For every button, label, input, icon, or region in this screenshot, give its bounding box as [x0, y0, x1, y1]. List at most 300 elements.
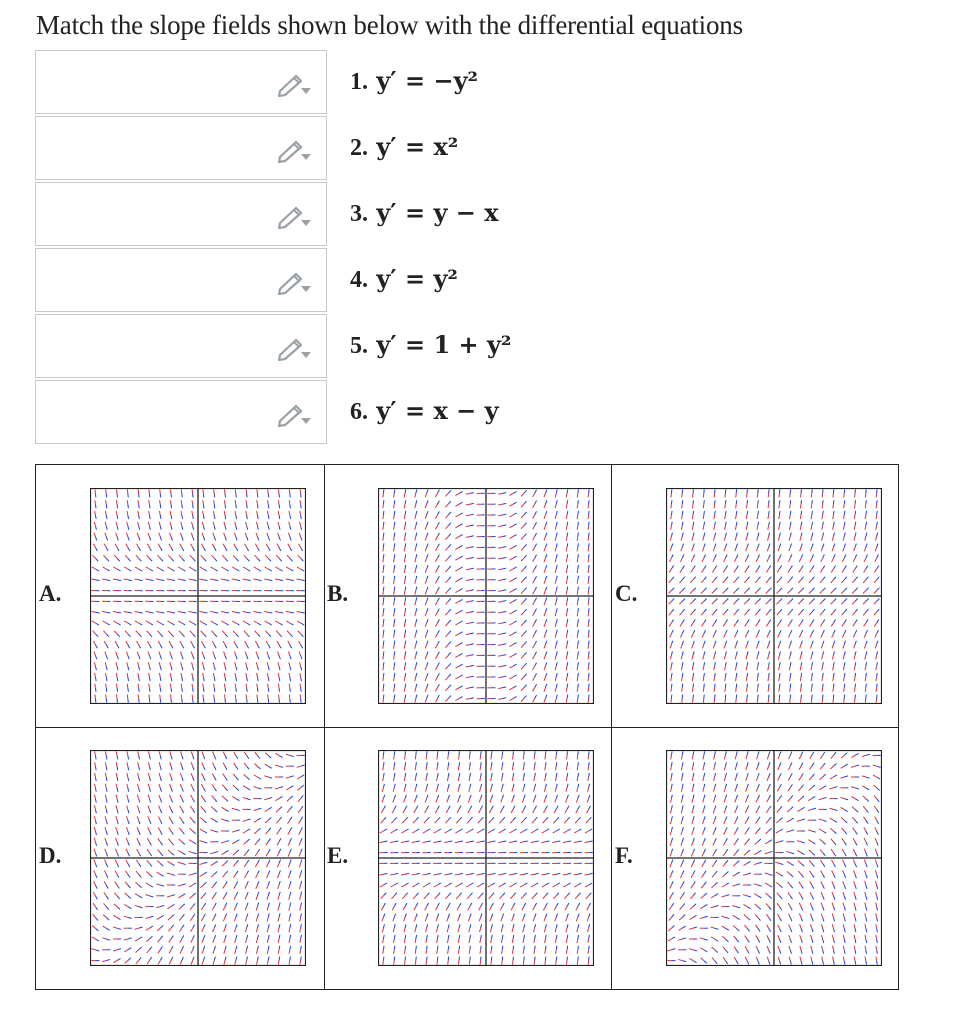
slope-segment: [682, 816, 683, 820]
slope-segment: [812, 511, 813, 515]
slope-segment: [255, 863, 257, 867]
slope-segment: [693, 500, 694, 504]
slope-segment: [533, 809, 535, 813]
slope-segment: [833, 752, 836, 755]
slope-segment: [833, 620, 835, 623]
slope-segment: [509, 885, 513, 887]
slope-segment: [246, 684, 247, 688]
slope-segment: [128, 558, 131, 561]
slope-segment: [524, 762, 525, 766]
slope-segment: [147, 555, 150, 558]
slope-segment: [498, 580, 502, 581]
slope-segment: [268, 677, 269, 681]
slope-segment: [193, 493, 194, 497]
slope-segment: [682, 500, 683, 504]
slope-segment: [578, 587, 579, 591]
slope-segment: [790, 554, 792, 558]
slope-segment: [745, 634, 747, 638]
slope-segment: [682, 598, 685, 601]
slope-segment: [491, 873, 495, 874]
slope-segment: [877, 554, 879, 558]
slope-segment: [777, 569, 779, 572]
slope-segment: [470, 547, 474, 548]
slope-segment: [178, 621, 182, 623]
slope-segment: [588, 755, 589, 759]
slope-segment: [106, 928, 110, 930]
slope-segment: [535, 598, 537, 602]
slope-segment: [159, 522, 160, 526]
slope-segment: [855, 577, 858, 580]
slope-segment: [566, 917, 567, 921]
pencil-dropdown-icon[interactable]: [274, 71, 316, 97]
slope-segment: [117, 907, 120, 910]
slope-segment: [509, 601, 513, 603]
slope-segment: [277, 641, 279, 645]
slope-segment: [865, 881, 866, 885]
slope-segment: [491, 946, 492, 950]
slope-segment: [171, 853, 174, 856]
slope-segment: [855, 820, 858, 823]
slope-segment: [747, 896, 751, 897]
slope-segment: [701, 958, 704, 961]
slope-segment: [491, 935, 492, 939]
slope-segment: [875, 838, 877, 842]
slope-segment: [225, 655, 226, 659]
slope-segment: [203, 842, 207, 843]
slope-segment: [160, 634, 163, 637]
slope-segment: [116, 773, 117, 777]
slope-segment: [588, 655, 589, 659]
slope-segment: [394, 543, 395, 547]
slope-segment: [182, 526, 183, 530]
slope-segment: [736, 872, 740, 874]
slope-segment: [567, 597, 568, 601]
slope-segment: [383, 601, 384, 605]
slope-segment: [244, 752, 246, 755]
slope-segment: [556, 795, 557, 799]
slope-segment: [95, 917, 98, 920]
slope-segment: [693, 751, 694, 755]
slope-segment: [102, 961, 106, 962]
slope-segment: [521, 591, 524, 594]
answer-box-2[interactable]: [35, 116, 327, 180]
slope-segment: [779, 662, 780, 666]
slope-segment: [125, 631, 128, 634]
answer-box-5[interactable]: [35, 314, 327, 378]
slope-segment: [681, 655, 682, 659]
slope-segment: [555, 799, 556, 803]
slope-segment: [855, 641, 856, 645]
slope-segment: [189, 840, 193, 842]
slope-segment: [171, 936, 173, 939]
slope-segment: [555, 928, 556, 932]
slope-segment: [298, 631, 301, 634]
slope-segment: [139, 677, 140, 681]
slope-segment: [567, 576, 568, 580]
slope-segment: [448, 762, 449, 766]
slope-segment: [690, 907, 693, 910]
slope-segment: [298, 809, 300, 812]
slope-segment: [236, 580, 240, 581]
slope-segment: [671, 805, 672, 809]
slope-segment: [704, 773, 705, 777]
slope-segment: [498, 537, 502, 538]
slope-segment: [257, 645, 259, 649]
slope-segment: [736, 907, 740, 908]
slope-segment: [466, 591, 470, 592]
slope-segment: [128, 958, 131, 961]
pencil-dropdown-icon[interactable]: [274, 269, 316, 295]
slope-segment: [545, 598, 546, 602]
slope-segment: [577, 591, 578, 595]
slope-segment: [459, 643, 463, 645]
slope-segment: [877, 641, 878, 645]
slope-segment: [555, 666, 556, 670]
slope-segment: [394, 873, 398, 874]
slope-segment: [225, 623, 229, 625]
slope-segment: [427, 522, 428, 526]
slope-segment: [766, 893, 769, 896]
slope-segment: [502, 547, 506, 548]
slope-segment: [574, 885, 578, 887]
slope-segment: [715, 860, 717, 863]
slope-segment: [501, 917, 502, 921]
slope-segment: [702, 645, 703, 649]
slope-segment: [170, 533, 171, 537]
slope-segment: [179, 631, 182, 634]
slope-segment: [437, 924, 438, 928]
slope-segment: [545, 695, 546, 699]
answer-box-6[interactable]: [35, 380, 327, 444]
slope-segment: [679, 928, 683, 930]
slope-segment: [724, 755, 725, 759]
slope-segment: [95, 885, 97, 889]
slope-segment: [534, 788, 535, 792]
slope-segment: [567, 751, 568, 755]
slope-segment: [854, 677, 855, 681]
slope-segment: [278, 652, 279, 656]
slope-segment: [404, 688, 405, 692]
pencil-dropdown-icon[interactable]: [274, 335, 316, 361]
slope-segment: [822, 655, 823, 659]
slope-segment: [278, 961, 279, 965]
slope-segment: [171, 623, 175, 625]
slope-segment: [704, 939, 708, 940]
slope-segment: [556, 684, 557, 688]
slope-segment: [156, 611, 160, 612]
slope-segment: [448, 696, 451, 699]
slope-segment: [427, 946, 428, 950]
slope-segment: [221, 567, 225, 569]
slope-segment: [290, 558, 293, 561]
slope-segment: [545, 755, 546, 759]
slope-segment: [812, 684, 813, 688]
slope-segment: [844, 874, 846, 878]
slope-segment: [236, 840, 240, 842]
slope-segment: [279, 838, 281, 842]
slope-segment: [247, 504, 248, 508]
slope-segment: [117, 558, 120, 561]
slope-segment: [865, 537, 866, 541]
slope-segment: [501, 939, 502, 943]
slope-segment: [445, 504, 448, 507]
slope-segment: [288, 544, 290, 548]
slope-segment: [210, 579, 214, 580]
slope-segment: [160, 558, 163, 561]
slope-segment: [535, 873, 539, 874]
slope-segment: [427, 565, 428, 569]
slope-segment: [214, 871, 217, 874]
slope-segment: [257, 511, 258, 515]
slope-segment: [180, 795, 182, 799]
slope-segment: [777, 580, 780, 583]
slope-segment: [812, 544, 813, 548]
slope-segment: [267, 533, 268, 537]
slope-segment: [286, 788, 290, 790]
slope-segment: [286, 621, 290, 623]
slope-segment: [437, 873, 441, 874]
slope-segment: [498, 515, 502, 516]
slope-segment: [491, 817, 494, 820]
slope-segment: [170, 673, 171, 677]
slope-segment: [394, 914, 395, 918]
slope-segment: [523, 939, 524, 943]
slope-segment: [455, 666, 459, 668]
slope-segment: [533, 645, 535, 649]
slope-segment: [437, 841, 441, 842]
slope-segment: [775, 842, 779, 843]
slope-segment: [800, 547, 801, 551]
slope-segment: [470, 687, 474, 688]
slope-segment: [678, 959, 682, 960]
slope-segment: [498, 666, 502, 667]
slope-segment: [544, 928, 545, 932]
slope-segment: [225, 766, 227, 770]
slope-segment: [747, 684, 748, 688]
slope-segment: [567, 762, 568, 766]
slope-segment: [168, 631, 171, 634]
slope-segment: [808, 840, 812, 842]
slope-segment: [268, 766, 272, 768]
slope-segment: [456, 820, 459, 823]
slope-segment: [459, 599, 463, 601]
slope-segment: [809, 601, 812, 604]
pencil-dropdown-icon[interactable]: [274, 203, 316, 229]
slope-segment: [459, 946, 460, 950]
slope-segment: [690, 896, 693, 899]
slope-segment: [555, 623, 556, 627]
slope-segment: [556, 914, 557, 918]
slope-segment: [524, 652, 527, 655]
slope-segment: [498, 493, 502, 494]
slope-segment: [104, 870, 106, 874]
slope-segment: [470, 665, 474, 666]
slope-segment: [301, 580, 305, 581]
slope-segment: [139, 580, 143, 581]
slope-segment: [191, 795, 193, 799]
slope-segment: [267, 896, 268, 900]
slope-segment: [139, 777, 140, 781]
slope-segment: [126, 849, 128, 853]
slope-segment: [671, 577, 674, 580]
slope-segment: [92, 621, 96, 623]
slope-segment: [171, 766, 172, 770]
slope-segment: [481, 873, 485, 874]
slope-segment: [768, 515, 769, 519]
slope-segment: [823, 641, 824, 645]
slope-segment: [556, 565, 557, 569]
slope-segment: [214, 515, 215, 519]
slope-segment: [566, 928, 567, 932]
slope-segment: [279, 493, 280, 497]
slope-segment: [180, 544, 182, 548]
slope-segment: [682, 903, 685, 906]
slope-segment: [405, 684, 406, 688]
slope-segment: [533, 580, 535, 584]
slope-segment: [866, 630, 868, 634]
slope-segment: [268, 500, 269, 504]
slope-segment: [577, 961, 578, 965]
slope-segment: [700, 938, 704, 939]
slope-segment: [823, 774, 826, 777]
slope-segment: [671, 609, 674, 612]
slope-segment: [755, 842, 758, 845]
slope-segment: [876, 655, 877, 659]
slope-segment: [589, 773, 590, 777]
slope-segment: [171, 863, 175, 865]
slope-segment: [171, 874, 175, 875]
slope-segment: [169, 817, 171, 821]
slope-segment: [513, 806, 515, 810]
slope-segment: [567, 587, 568, 591]
slope-segment: [127, 673, 128, 677]
slope-segment: [779, 500, 780, 504]
slope-segment: [95, 688, 96, 692]
slope-segment: [225, 645, 227, 649]
slope-segment: [466, 537, 470, 538]
slope-segment: [544, 569, 545, 573]
slope-segment: [844, 641, 845, 645]
slope-segment: [253, 611, 257, 612]
slope-segment: [301, 699, 302, 703]
slope-segment: [578, 500, 579, 504]
slope-segment: [459, 610, 463, 612]
slope-segment: [160, 500, 161, 504]
slope-segment: [278, 533, 279, 537]
slope-segment: [404, 788, 405, 792]
slope-segment: [690, 591, 693, 594]
slope-segment: [844, 673, 845, 677]
slope-segment: [853, 634, 855, 638]
slope-segment: [669, 896, 671, 900]
slope-segment: [301, 765, 305, 766]
slope-segment: [299, 652, 300, 656]
slope-segment: [567, 651, 568, 655]
pencil-dropdown-icon[interactable]: [274, 401, 316, 427]
answer-box-4[interactable]: [35, 248, 327, 312]
slope-segment: [193, 755, 194, 759]
slope-segment: [268, 645, 270, 649]
slope-segment: [404, 526, 405, 530]
slope-segment: [247, 957, 248, 961]
pencil-dropdown-icon[interactable]: [274, 137, 316, 163]
slope-segment: [556, 554, 557, 558]
slope-segment: [556, 924, 557, 928]
slope-segment: [545, 924, 546, 928]
slope-segment: [746, 537, 747, 541]
slope-segment: [877, 863, 878, 867]
slope-segment: [832, 892, 833, 896]
slope-segment: [578, 565, 579, 569]
slope-segment: [414, 917, 415, 921]
slope-segment: [182, 925, 184, 928]
slope-segment: [244, 842, 247, 845]
slope-segment: [703, 655, 704, 659]
slope-segment: [863, 796, 866, 799]
slope-segment: [524, 598, 527, 601]
slope-segment: [233, 555, 236, 558]
slope-segment: [513, 535, 517, 537]
slope-segment: [725, 939, 728, 942]
slope-segment: [799, 558, 801, 562]
slope-segment: [178, 896, 182, 898]
slope-segment: [394, 666, 395, 670]
slope-segment: [106, 684, 107, 688]
slope-segment: [290, 515, 291, 519]
slope-segment: [182, 537, 183, 541]
slope-segment: [812, 863, 815, 866]
slope-segment: [160, 831, 162, 835]
slope-segment: [769, 907, 772, 910]
slope-segment: [682, 961, 686, 962]
slope-segment: [448, 773, 449, 777]
slope-segment: [512, 917, 513, 921]
slope-segment: [524, 773, 525, 777]
slope-segment: [394, 751, 395, 755]
slope-segment: [403, 809, 405, 813]
slope-segment: [469, 766, 470, 770]
slope-segment: [745, 946, 747, 950]
slope-segment: [394, 677, 395, 681]
slope-segment: [117, 799, 118, 803]
slope-segment: [779, 630, 781, 634]
slope-segment: [95, 623, 99, 625]
slope-segment: [671, 925, 674, 928]
slope-segment: [437, 609, 439, 613]
slope-segment: [224, 695, 225, 699]
slope-segment: [466, 831, 470, 833]
slope-segment: [243, 786, 247, 788]
slope-segment: [301, 946, 302, 950]
slope-segment: [193, 820, 196, 823]
answer-box-3[interactable]: [35, 182, 327, 246]
slope-segment: [301, 569, 305, 571]
slope-segment: [671, 554, 673, 558]
slope-segment: [105, 773, 106, 777]
slope-segment: [556, 946, 557, 950]
slope-segment: [544, 515, 545, 519]
slope-segment: [585, 885, 589, 887]
slope-segment: [689, 958, 693, 960]
slope-segment: [244, 555, 247, 558]
slope-segment: [855, 544, 856, 548]
slope-segment: [275, 567, 279, 569]
answer-box-1[interactable]: [35, 50, 327, 114]
slope-segment: [126, 544, 128, 548]
slope-segment: [521, 666, 524, 669]
slope-segment: [466, 874, 470, 875]
slope-segment: [246, 489, 247, 493]
